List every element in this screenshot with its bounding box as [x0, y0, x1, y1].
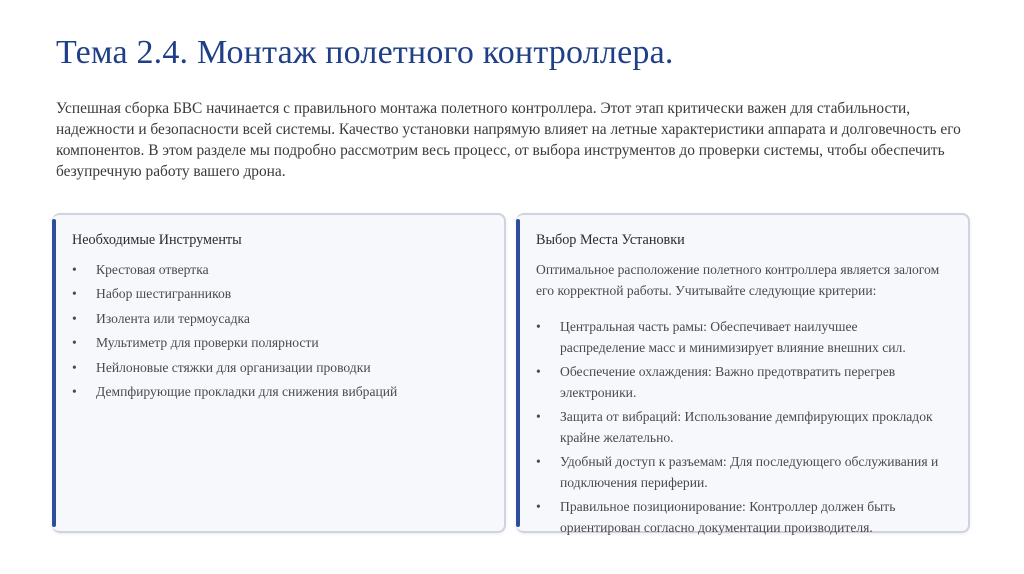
list-item — [536, 497, 946, 538]
list-item-text: Набор шестигранников — [96, 286, 232, 302]
list-item-text: Обеспечение охлаждения: Важно предотвратить перегрев электроники. — [560, 364, 896, 400]
bullet-icon: • — [536, 454, 541, 469]
list-item — [72, 333, 492, 353]
slide-title: Тема 2.4. Монтаж полетного контроллера. — [56, 34, 674, 71]
list-item-text: Центральная часть рамы: Обеспечивает наилучшее распределение масс и минимизирует влияние внешних сил. — [560, 319, 906, 355]
list-item — [536, 407, 946, 448]
list-item-text: Правильное позиционирование: Контроллер должен быть ориентирован согласно документации производителя. — [560, 499, 896, 535]
list-item — [72, 309, 492, 329]
list-item-text: Защита от вибраций: Использование демпфирующих прокладок крайне желательно. — [560, 409, 933, 445]
list-item — [72, 358, 492, 378]
bullet-icon: • — [72, 310, 77, 326]
bullet-icon: • — [72, 286, 77, 302]
list-item-text: Удобный доступ к разъемам: Для последующего обслуживания и подключения периферии. — [560, 454, 939, 490]
list-item-text: Нейлоновые стяжки для организации проводки — [96, 359, 371, 375]
list-item — [536, 317, 946, 358]
tools-card — [52, 213, 506, 533]
bullet-icon: • — [536, 364, 541, 379]
placement-card-title: Выбор Места Установки — [536, 232, 685, 248]
list-item-text: Демпфирующие прокладки для снижения вибраций — [96, 383, 398, 399]
list-item-text: Мультиметр для проверки полярности — [96, 335, 319, 351]
tools-list — [72, 260, 492, 406]
list-item — [72, 284, 492, 304]
list-item-text: Крестовая отвертка — [96, 262, 209, 277]
bullet-icon: • — [72, 383, 77, 399]
list-item — [72, 260, 492, 280]
list-item-text: Изолента или термоусадка — [96, 310, 250, 326]
placement-card-description: Оптимальное расположение полетного контроллера является залогом его корректной работы. Учитывайте следующие критерии: — [536, 262, 940, 298]
bullet-icon: • — [536, 409, 541, 424]
list-item — [536, 452, 946, 493]
bullet-icon: • — [72, 359, 77, 375]
placement-card — [516, 213, 970, 533]
bullet-icon: • — [536, 319, 541, 334]
placement-criteria-list — [536, 317, 946, 542]
list-item — [72, 382, 492, 402]
bullet-icon: • — [536, 499, 541, 514]
bullet-icon: • — [72, 335, 77, 351]
bullet-icon: • — [72, 262, 77, 277]
tools-card-title: Необходимые Инструменты — [72, 232, 242, 248]
intro-paragraph: Успешная сборка БВС начинается с правильного монтажа полетного контроллера. Этот этап критически важен для стабильности, надежности и безопасности всей системы. Качество установки напрямую влияет на летные характеристики аппарата и долговечность его компонентов. В этом разделе мы подробно рассмотрим весь процесс, от выбора инструментов до проверки системы, чтобы обеспечить безупречную работу вашего дрона. — [56, 100, 961, 180]
list-item — [536, 362, 946, 403]
